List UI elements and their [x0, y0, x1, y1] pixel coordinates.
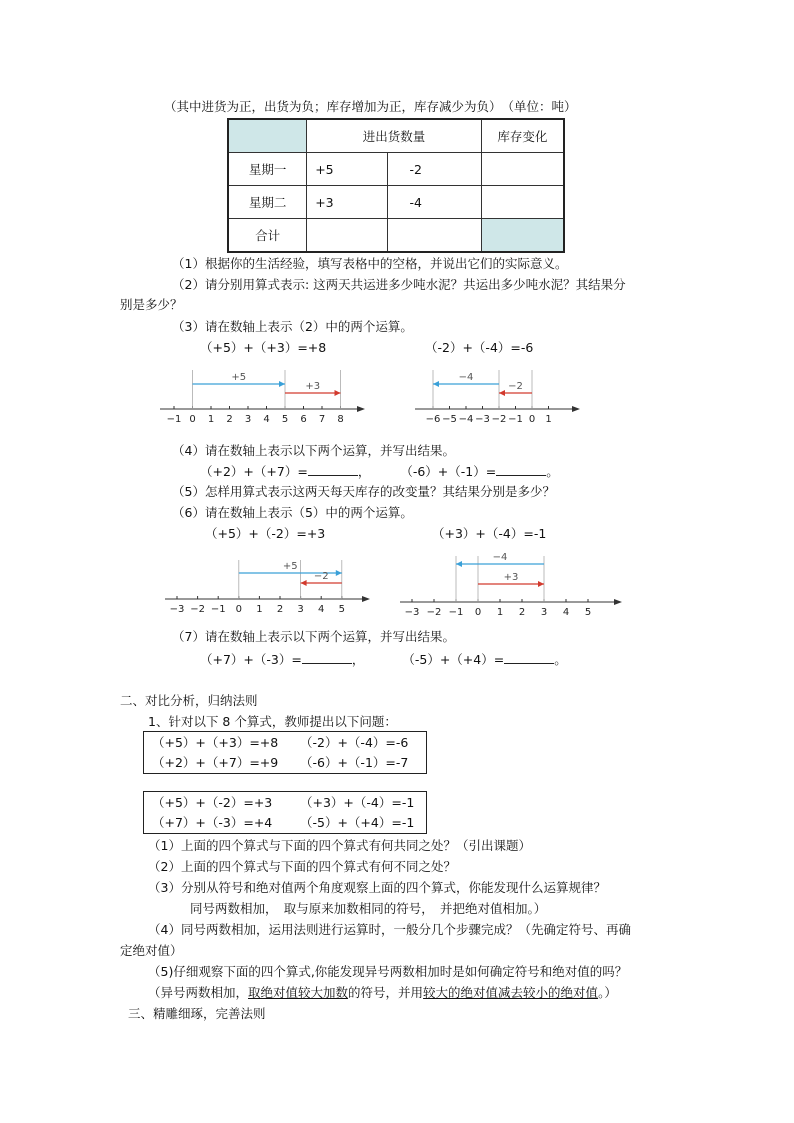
equation-box-top — [143, 731, 427, 774]
second-addend-arrowhead — [499, 390, 505, 396]
q4-period: 。 — [546, 464, 559, 479]
row-label: 星期一 — [228, 153, 307, 186]
s2-question-1: （1）上面的四个算式与下面的四个算式有何共同之处？（引出课题） — [148, 838, 531, 853]
first-addend-label: −4 — [458, 372, 474, 383]
rule-text: 。） — [598, 985, 617, 1000]
s2-question-4-cont: 定绝对值） — [120, 943, 183, 958]
question-6: （6）请在数轴上表示（5）中的两个运算。 — [172, 505, 413, 520]
tick-label: 8 — [337, 414, 344, 425]
q7-answer-line: （+7）+（-3）= ， （-5）+（+4）= 。 — [200, 652, 567, 667]
tick-label: 5 — [338, 604, 345, 615]
tick-label: −2 — [491, 414, 507, 425]
first-addend-arrowhead — [336, 570, 342, 576]
s2-question-3: （3）分别从符号和绝对值两个角度观察上面的四个算式，你能发现什么运算规律？ — [148, 880, 606, 895]
table-row — [228, 153, 564, 186]
axis-arrowhead — [614, 599, 622, 605]
tick-label: −6 — [425, 414, 441, 425]
q4-expression-2: （-6）+（-1）= — [400, 464, 497, 479]
second-addend-label: −2 — [313, 571, 329, 582]
box-equation: （+5）+（+3）=+8 — [152, 735, 279, 750]
cell-in[interactable] — [307, 219, 387, 253]
tick-label: 1 — [207, 414, 215, 425]
number-line-d — [400, 552, 625, 618]
tick-label: 1 — [496, 607, 504, 618]
tick-label: −1 — [210, 604, 226, 615]
tick-label: −2 — [426, 607, 442, 618]
rule-opposite-sign — [148, 984, 617, 1001]
tick-label: 1 — [545, 414, 552, 425]
tick-label: −3 — [475, 414, 490, 425]
unit-note: （其中进货为正，出货为负；库存增加为正，库存减少为负） （单位：吨） — [164, 99, 577, 114]
tick-label: 3 — [540, 607, 548, 618]
tick-label: −4 — [458, 414, 474, 425]
box-equation: （+7）+（-3）=+4 — [152, 815, 273, 830]
rule-text-underlined: 较大的绝对值减去较小的绝对值 — [423, 985, 599, 1000]
q7-expression-2: （-5）+（+4）= — [402, 652, 505, 667]
tick-label: −2 — [190, 604, 205, 615]
equation-a: （+5）+（+3）=+8 — [200, 340, 327, 355]
cell-out: -4 — [387, 186, 481, 219]
cell-change[interactable] — [481, 153, 564, 186]
tick-label: 3 — [297, 604, 304, 615]
rule-text: 的符号，并用 — [348, 985, 424, 1000]
row-label: 合计 — [228, 219, 307, 253]
section-2-intro: 1、针对以下 8 个算式，教师提出以下问题： — [148, 714, 397, 729]
number-line-a — [160, 366, 370, 426]
s2-question-2: （2）上面的四个算式与下面的四个算式有何不同之处？ — [148, 859, 456, 874]
second-addend-arrowhead — [538, 581, 544, 587]
box-equation: （+2）+（+7）=+9 — [152, 755, 279, 770]
question-7: （7）请在数轴上表示以下两个运算，并写出结果。 — [172, 629, 455, 644]
tick-label: 2 — [518, 607, 526, 618]
axis-arrowhead — [572, 406, 580, 412]
number-line-b — [415, 366, 585, 426]
second-addend-arrowhead — [335, 390, 341, 396]
cell-out[interactable] — [387, 219, 481, 253]
answer-blank[interactable] — [308, 462, 358, 476]
question-1: （1）根据你的生活经验，填写表格中的空格，并说出它们的实际意义。 — [172, 256, 568, 271]
second-addend-label: +3 — [305, 381, 321, 392]
table-corner-cell — [228, 119, 307, 153]
tick-label: 0 — [528, 414, 536, 425]
table-row — [228, 186, 564, 219]
box-equation: （-2）+（-4）=-6 — [300, 735, 409, 750]
cell-total-change[interactable] — [481, 219, 564, 253]
box-equation: （+5）+（-2）=+3 — [152, 795, 273, 810]
rule-text-underlined: 取绝对值较大加数 — [248, 985, 349, 1000]
question-5: （5）怎样用算式表示这两天每天库存的改变量？其结果分别是多少？ — [172, 484, 555, 499]
tick-label: 3 — [244, 414, 252, 425]
s2-question-5: （5)仔细观察下面的四个算式,你能发现异号两数相加时是如何确定符号和绝对值的吗？ — [148, 964, 628, 979]
box-equation: （-5）+（+4）=-1 — [300, 815, 415, 830]
tick-label: −1 — [166, 414, 182, 425]
rule-text: （异号两数相加， — [148, 985, 249, 1000]
first-addend-label: −4 — [492, 552, 508, 563]
axis-arrowhead — [357, 406, 365, 412]
cell-change[interactable] — [481, 186, 564, 219]
q4-expression-1: （+2）+（+7）= — [200, 464, 308, 479]
q4-answer-line: （+2）+（+7）= ， （-6）+（-1）= 。 — [200, 464, 559, 479]
tick-label: 4 — [318, 604, 325, 615]
tick-label: −5 — [442, 414, 457, 425]
table-row — [228, 219, 564, 253]
question-2: （2）请分别用算式表示: 这两天共运进多少吨水泥？共运出多少吨水泥？其结果分 — [172, 277, 626, 292]
cell-out: -2 — [387, 153, 481, 186]
s2-question-4: （4）同号两数相加，运用法则进行运算时，一般分几个步骤完成？（先确定符号、再确 — [148, 922, 631, 937]
equation-c: （+5）+（-2）=+3 — [205, 526, 326, 541]
equation-box-bottom — [143, 791, 427, 834]
q7-expression-1: （+7）+（-3）= — [200, 652, 302, 667]
header-stock-change: 库存变化 — [481, 119, 564, 153]
second-addend-label: +3 — [503, 572, 519, 583]
axis-arrowhead — [362, 596, 370, 602]
cell-in: +3 — [307, 186, 387, 219]
tick-label: 4 — [263, 414, 270, 425]
question-2-cont: 别是多少？ — [120, 297, 183, 312]
equation-d: （+3）+（-4）=-1 — [432, 526, 547, 541]
tick-label: 5 — [281, 414, 289, 425]
first-addend-label: +5 — [231, 372, 247, 383]
tick-label: 1 — [256, 604, 263, 615]
tick-label: −1 — [508, 414, 523, 425]
box-equation: （+3）+（-4）=-1 — [300, 795, 415, 810]
tick-label: 6 — [300, 414, 307, 425]
first-addend-arrowhead — [433, 381, 439, 387]
section-2-title: 二、对比分析，归纳法则 — [120, 693, 258, 708]
answer-blank[interactable] — [504, 650, 554, 664]
number-line-c — [165, 556, 375, 616]
tick-label: 2 — [276, 604, 284, 615]
answer-blank[interactable] — [496, 462, 546, 476]
inventory-table — [227, 118, 565, 253]
tick-label: 4 — [562, 607, 570, 618]
row-label: 星期二 — [228, 186, 307, 219]
second-addend-label: −2 — [508, 381, 523, 392]
header-quantity: 进出货数量 — [307, 119, 482, 153]
q7-period: 。 — [554, 652, 567, 667]
cell-in: +5 — [307, 153, 387, 186]
question-4: （4）请在数轴上表示以下两个运算，并写出结果。 — [172, 443, 455, 458]
section-3-title: 三、精雕细琢，完善法则 — [128, 1006, 266, 1021]
tick-label: 0 — [235, 604, 242, 615]
tick-label: −1 — [448, 607, 464, 618]
box-equation: （-6）+（-1）=-7 — [300, 755, 409, 770]
first-addend-arrowhead — [279, 381, 285, 387]
tick-label: 2 — [226, 414, 233, 425]
rule-same-sign: 同号两数相加， 取与原来加数相同的符号， 并把绝对值相加。） — [190, 901, 547, 916]
question-3: （3）请在数轴上表示（2）中的两个运算。 — [172, 319, 413, 334]
tick-label: 0 — [474, 607, 482, 618]
tick-label: 5 — [584, 607, 592, 618]
first-addend-label: +5 — [282, 561, 298, 572]
equation-b: （-2）+（-4）=-6 — [425, 340, 534, 355]
tick-label: −3 — [169, 604, 185, 615]
first-addend-arrowhead — [456, 561, 462, 567]
tick-label: 7 — [318, 414, 326, 425]
tick-label: 0 — [189, 414, 196, 425]
answer-blank[interactable] — [302, 650, 352, 664]
tick-label: −3 — [404, 607, 420, 618]
second-addend-arrowhead — [301, 580, 307, 586]
